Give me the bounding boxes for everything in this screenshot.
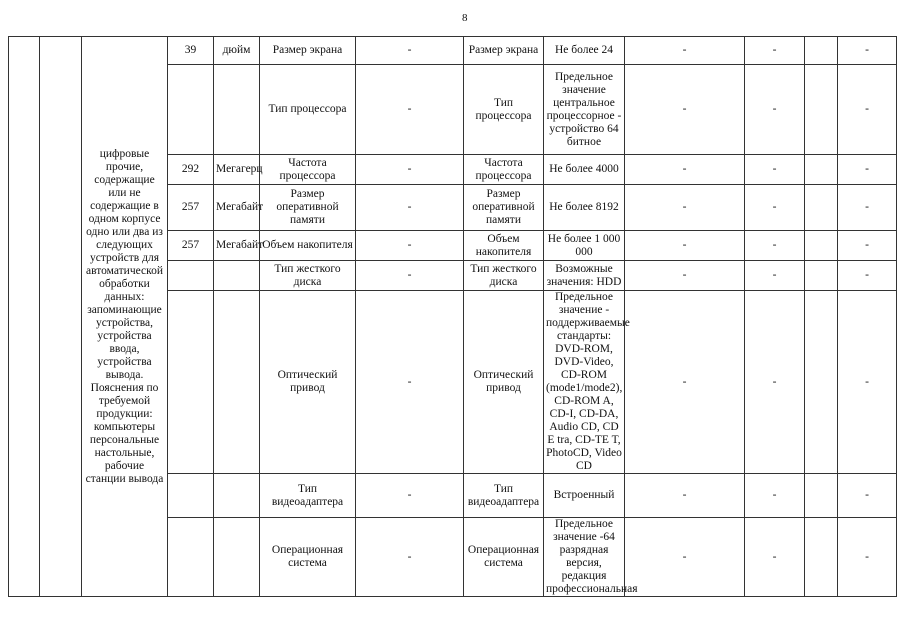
unit-cell: [214, 518, 260, 597]
code-cell: [168, 261, 214, 291]
dash-cell: -: [838, 155, 897, 185]
code-cell: 292: [168, 155, 214, 185]
value-cell: Не более 24: [544, 37, 625, 65]
characteristic-name: Оптический привод: [260, 291, 356, 474]
unit-cell: [214, 291, 260, 474]
value-cell: Встроенный: [544, 474, 625, 518]
characteristic-name: Объем накопителя: [260, 231, 356, 261]
empty-cell: [805, 37, 838, 65]
unit-cell: [214, 474, 260, 518]
empty-cell: [805, 291, 838, 474]
characteristic-name-2: Оптический привод: [464, 291, 544, 474]
empty-cell: [805, 518, 838, 597]
characteristic-name: Размер экрана: [260, 37, 356, 65]
dash-cell: -: [838, 474, 897, 518]
value-cell: Предельное значение - поддерживаемые стандарты: DVD-ROM, DVD-Video, CD-ROM (mode1/mode2), CD-ROM A, CD-I, CD-DA, Audio CD, CD E tra, CD-TE T, PhotoCD, Video CD: [544, 291, 625, 474]
empty-cell: [805, 185, 838, 231]
empty-cell: [40, 37, 82, 597]
empty-cell: [805, 65, 838, 155]
dash-cell: -: [838, 518, 897, 597]
value-cell: Не более 4000: [544, 155, 625, 185]
dash-cell: -: [838, 185, 897, 231]
unit-cell: [214, 261, 260, 291]
code-cell: [168, 474, 214, 518]
unit-cell: Мегагерц: [214, 155, 260, 185]
dash-cell: -: [625, 37, 745, 65]
mark-cell: -: [356, 518, 464, 597]
dash-cell: -: [838, 37, 897, 65]
code-cell: 257: [168, 231, 214, 261]
dash-cell: -: [625, 518, 745, 597]
characteristic-name: Тип видеоадаптера: [260, 474, 356, 518]
characteristic-name-2: Частота процессора: [464, 155, 544, 185]
dash-cell: -: [745, 37, 805, 65]
mark-cell: -: [356, 261, 464, 291]
value-cell: Предельное значение центральное процессорное - устройство 64 битное: [544, 65, 625, 155]
characteristic-name-2: Операционная система: [464, 518, 544, 597]
dash-cell: -: [625, 65, 745, 155]
characteristic-name-2: Тип видеоадаптера: [464, 474, 544, 518]
dash-cell: -: [625, 155, 745, 185]
characteristic-name-2: Размер экрана: [464, 37, 544, 65]
characteristic-name: Размер оперативной памяти: [260, 185, 356, 231]
dash-cell: -: [745, 291, 805, 474]
dash-cell: -: [745, 65, 805, 155]
dash-cell: -: [838, 261, 897, 291]
unit-cell: [214, 65, 260, 155]
code-cell: [168, 291, 214, 474]
dash-cell: -: [625, 185, 745, 231]
unit-cell: дюйм: [214, 37, 260, 65]
value-cell: Не более 8192: [544, 185, 625, 231]
mark-cell: -: [356, 155, 464, 185]
empty-cell: [805, 261, 838, 291]
mark-cell: -: [356, 185, 464, 231]
unit-cell: Мегабайт: [214, 185, 260, 231]
dash-cell: -: [745, 261, 805, 291]
dash-cell: -: [745, 231, 805, 261]
characteristic-name: Операционная система: [260, 518, 356, 597]
empty-cell: [805, 231, 838, 261]
mark-cell: -: [356, 474, 464, 518]
mark-cell: -: [356, 291, 464, 474]
code-cell: 39: [168, 37, 214, 65]
code-cell: [168, 518, 214, 597]
empty-cell: [9, 37, 40, 597]
specification-table: [8, 36, 897, 597]
dash-cell: -: [625, 474, 745, 518]
characteristic-name: Тип жесткого диска: [260, 261, 356, 291]
dash-cell: -: [745, 155, 805, 185]
mark-cell: -: [356, 231, 464, 261]
dash-cell: -: [745, 518, 805, 597]
dash-cell: -: [625, 291, 745, 474]
dash-cell: -: [625, 261, 745, 291]
code-cell: 257: [168, 185, 214, 231]
dash-cell: -: [838, 291, 897, 474]
characteristic-name-2: Тип жесткого диска: [464, 261, 544, 291]
unit-cell: Мегабайт: [214, 231, 260, 261]
empty-cell: [805, 474, 838, 518]
dash-cell: -: [745, 474, 805, 518]
characteristic-name-2: Тип процессора: [464, 65, 544, 155]
dash-cell: -: [838, 65, 897, 155]
mark-cell: -: [356, 37, 464, 65]
page-number: 8: [462, 12, 468, 24]
code-cell: [168, 65, 214, 155]
value-cell: Предельное значение -64 разрядная версия, редакция профессиональная: [544, 518, 625, 597]
dash-cell: -: [745, 185, 805, 231]
characteristic-name-2: Объем накопителя: [464, 231, 544, 261]
characteristic-name-2: Размер оперативной памяти: [464, 185, 544, 231]
dash-cell: -: [625, 231, 745, 261]
characteristic-name: Частота процессора: [260, 155, 356, 185]
empty-cell: [805, 155, 838, 185]
dash-cell: -: [838, 231, 897, 261]
mark-cell: -: [356, 65, 464, 155]
table-row: [9, 37, 897, 65]
value-cell: Не более 1 000 000: [544, 231, 625, 261]
value-cell: Возможные значения: HDD: [544, 261, 625, 291]
characteristic-name: Тип процессора: [260, 65, 356, 155]
product-description: цифровые прочие, содержащие или не содержащие в одном корпусе одно или два из следующих устройств для автоматической обработки данных: запоминающие устройства, устройства ввода, устройства вывода. Пояснения по требуемой продукции: компьютеры персональные настольные, рабочие станции вывода: [82, 37, 168, 597]
